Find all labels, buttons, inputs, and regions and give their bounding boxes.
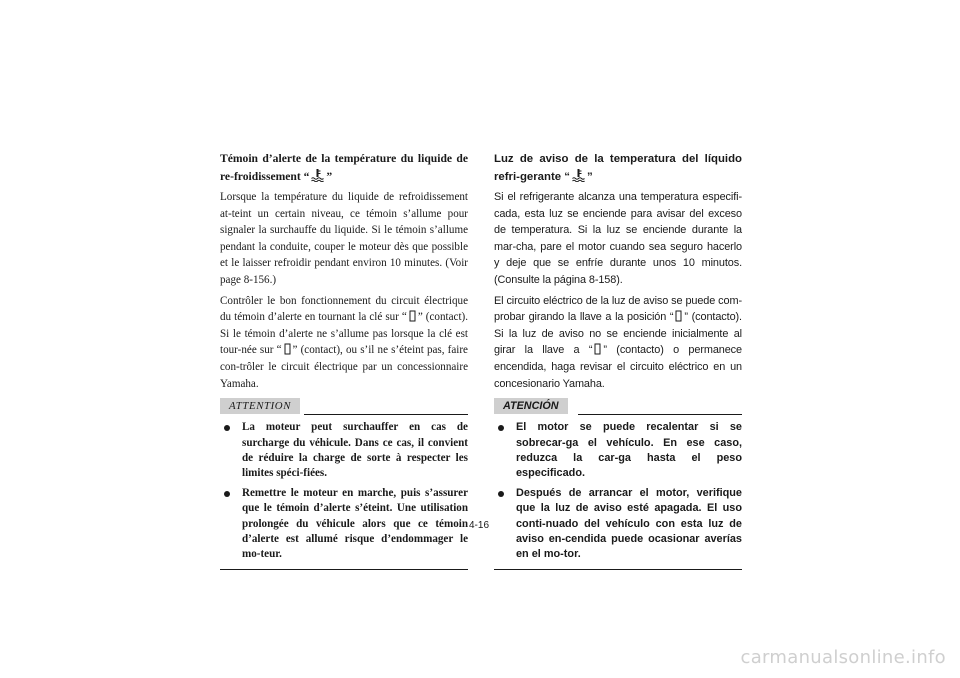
coolant-temperature-icon: [311, 168, 324, 182]
caution-divider: [578, 414, 742, 415]
caution-item: Después de arrancar el motor, verifique que la luz de aviso esté apagada. El uso conti-nuado del vehículo con esta luz de aviso en-cendida puede ocasionar averías en el mo-tor.: [494, 486, 742, 563]
bullet-icon: [498, 425, 504, 431]
french-section-heading: Témoin d’alerte de la température du liquide de re-froidissement “ ”: [220, 152, 468, 183]
coolant-temperature-icon: [572, 168, 585, 182]
bullet-icon: [498, 491, 504, 497]
spanish-caution-label: ATENCIÓN: [494, 398, 568, 414]
spanish-column: [494, 151, 742, 570]
caution-end-divider: [220, 569, 468, 570]
spanish-section-heading: Luz de aviso de la temperatura del líquido refri-gerante “ ”: [494, 153, 742, 183]
watermark: carmanualsonline.info: [740, 647, 946, 668]
bullet-icon: [224, 425, 230, 431]
key-on-position-icon: [675, 310, 682, 322]
bullet-icon: [224, 491, 230, 497]
french-caution-label: ATTENTION: [220, 398, 300, 414]
french-caution-header: [220, 398, 468, 416]
spanish-caution-header: [494, 398, 742, 416]
key-on-position-icon: [409, 310, 416, 322]
french-description-paragraph: Lorsque la température du liquide de refroidissement at-teint un certain niveau, ce témoin s’allume pour signaler la surchauffe du liquide. Si le témoin s’allume pendant la conduite, couper le moteur dès que possible et le laisser refroidir pendant environ 10 minutes. (Voir page 8-156.): [220, 191, 468, 286]
page-number: 4-16: [469, 520, 490, 531]
french-check-paragraph: Contrôler le bon fonctionnement du circuit électrique du témoin d’alerte en tournant la clé sur “ ” (contact). Si le témoin d’alerte ne s’allume pas lorsque la clé est tour-née sur “ ” (contact), ou s’il ne s’éteint pas, faire con-trôler le circuit électrique par un concessionnaire Yamaha.: [220, 294, 469, 390]
caution-end-divider: [494, 569, 742, 570]
spanish-caution-list: [494, 420, 742, 563]
key-on-position-icon: [594, 343, 601, 355]
caution-item: Remettre le moteur en marche, puis s’assurer que le témoin d’alerte s’éteint. Une utilisation prolongée du véhicule alors que ce témoin d’alerte est allumé risque d’endommager le mo-teur.: [220, 486, 468, 563]
caution-item: La moteur peut surchauffer en cas de surcharge du véhicule. Dans ce cas, il convient de réduire la charge de sorte à respecter les limites spéci-fiées.: [220, 420, 468, 482]
spanish-check-paragraph: El circuito eléctrico de la luz de aviso se puede com-probar girando la llave a la posición “ ” (contacto). Si la luz de aviso no se enciende inicialmente al girar la llave a “ ” (contacto) o permanece encendida, haga revisar el circuito eléctrico en un concesionario Yamaha.: [494, 294, 742, 390]
caution-item: El motor se puede recalentar si se sobrecar-ga el vehículo. En ese caso, reduzca la car-ga hasta el peso especificado.: [494, 420, 742, 482]
french-column: [220, 151, 468, 570]
key-on-position-icon: [284, 343, 291, 355]
french-caution-list: [220, 420, 468, 563]
caution-divider: [304, 414, 468, 415]
spanish-description-paragraph: Si el refrigerante alcanza una temperatura especifi-cada, esta luz se enciende para avisar del exceso de temperatura. Si la luz se enciende durante la mar-cha, pare el motor cuando sea seguro hacerlo y deje que se enfríe durante unos 10 minutos. (Consulte la página 8-158).: [494, 191, 742, 286]
